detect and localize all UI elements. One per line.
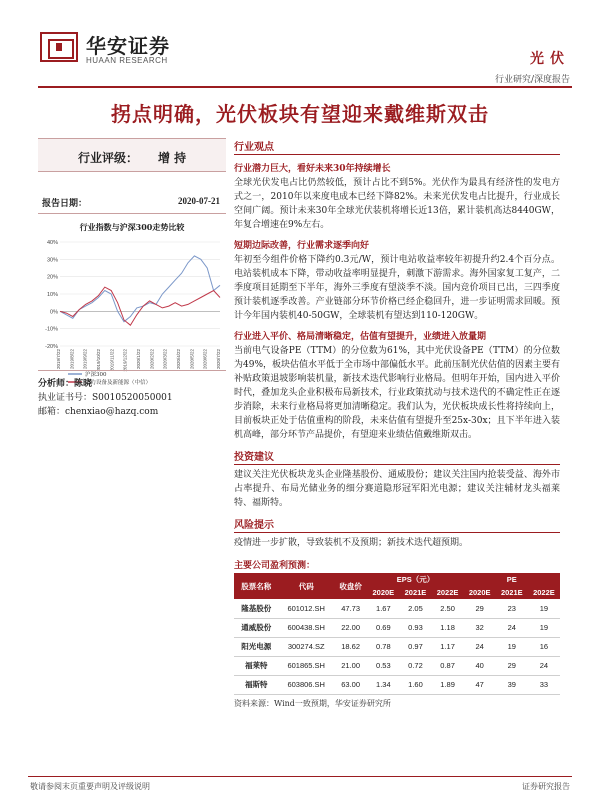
x-tick-label: 2019/8/22 xyxy=(69,349,75,370)
analyst-info xyxy=(38,370,226,419)
table-cell: 600438.SH xyxy=(278,618,334,637)
table-cell: 601012.SH xyxy=(278,599,334,618)
analyst-cert: S0010520050001 xyxy=(92,393,173,403)
y-tick-label: -20% xyxy=(45,344,58,350)
table-cell: 2.05 xyxy=(399,599,431,618)
report-date-label: 报告日期： xyxy=(42,199,88,209)
index-chart xyxy=(38,218,226,388)
table-cell: 24 xyxy=(496,618,528,637)
table-row xyxy=(234,618,560,637)
table-cell: 18.62 xyxy=(334,637,367,656)
table-cell: 1.17 xyxy=(432,637,464,656)
chart-title: 行业指数与沪深300走势比较 xyxy=(79,222,185,232)
col-header-year: 2020E xyxy=(367,586,399,599)
table-row xyxy=(234,637,560,656)
table-cell: 601865.SH xyxy=(278,656,334,675)
table-cell: 33 xyxy=(528,675,560,694)
table-cell: 39 xyxy=(496,675,528,694)
report-type: 行业研究/深度报告 xyxy=(494,75,570,85)
section-1-heading: 行业潜力巨大，看好未来30年持续增长 xyxy=(234,164,391,174)
chart-canvas xyxy=(38,234,226,390)
table-cell: 19 xyxy=(528,599,560,618)
left-sidebar xyxy=(38,138,226,417)
y-tick-label: -10% xyxy=(45,326,58,333)
table-cell: 0.72 xyxy=(399,656,431,675)
table-row xyxy=(234,656,560,675)
footer-divider xyxy=(28,776,572,777)
brand-name-en: HUAAN RESEARCH xyxy=(86,56,168,65)
sector-label: 光伏 xyxy=(530,51,570,67)
col-header-year: 2020E xyxy=(464,586,496,599)
x-tick-label: 2020/1/22 xyxy=(136,349,141,370)
section-2-heading: 短期边际改善，行业需求逐季向好 xyxy=(234,241,370,251)
analyst-email-label: 邮箱： xyxy=(38,407,66,417)
table-cell: 32 xyxy=(464,618,496,637)
report-date-row xyxy=(38,188,226,214)
report-title: 拐点明确，光伏板块有望迎来戴维斯双击 xyxy=(111,102,489,126)
footer-report-label: 证券研究报告 xyxy=(522,782,570,791)
table-cell: 47.73 xyxy=(334,599,367,618)
analyst-email-row xyxy=(38,405,226,419)
table-cell: 16 xyxy=(528,637,560,656)
x-tick-label: 2019/9/22 xyxy=(82,349,88,370)
table-row xyxy=(234,599,560,618)
y-tick-label: 30% xyxy=(46,257,58,264)
col-header-code: 代码 xyxy=(278,573,334,599)
table-cell: 300274.SZ xyxy=(278,637,334,656)
col-header-year: 2021E xyxy=(496,586,528,599)
table-cell: 0.69 xyxy=(367,618,399,637)
table-cell: 29 xyxy=(496,656,528,675)
table-cell: 0.53 xyxy=(367,656,399,675)
analyst-name-row xyxy=(38,377,226,391)
table-cell: 1.89 xyxy=(432,675,464,694)
x-tick-label: 2020/3/22 xyxy=(162,349,168,370)
analyst-cert-row xyxy=(38,391,226,405)
stock-name-cell: 隆基股份 xyxy=(234,599,278,618)
table-cell: 22.00 xyxy=(334,618,367,637)
x-tick-label: 2019/12/22 xyxy=(122,349,128,372)
table-cell: 19 xyxy=(496,637,528,656)
section-3-body: 当前电气设备PE（TTM）的分位数为61%，其中光伏设备PE（TTM）的分位数为49%，板块估值水平低于全市场中部偏低水平。此前压制光伏估值的因素主要有补贴政策退坡影响装机量，新技术迭代影响行业格局。但明年开始，国内进入平价时代，叠加龙头企业积极布局新技术，行业政策扰动与技术迭代的不确定性正在逐步消除，未来行业格局将更加清晰稳定。我们认为，光伏板块成长性将持续向上，目前板块正处于估值重构的阶段，未来估值有望提升至25x-30x；且下半年进入装机高峰，部分环节产品提价，有望迎来业绩估值戴维斯双击。 xyxy=(234,346,561,440)
table-cell: 0.93 xyxy=(399,618,431,637)
table-cell: 24 xyxy=(528,656,560,675)
x-tick-label: 2020/2/22 xyxy=(149,349,155,370)
section-3-heading: 行业进入平价、格局清晰稳定，估值有望提升，业绩进入放量期 xyxy=(234,332,487,342)
table-cell: 23 xyxy=(496,599,528,618)
table-cell: 1.18 xyxy=(432,618,464,637)
table-cell: 21.00 xyxy=(334,656,367,675)
y-tick-label: 0% xyxy=(50,309,58,316)
table-cell: 47 xyxy=(464,675,496,694)
table-cell: 24 xyxy=(464,637,496,656)
stock-name-cell: 通威股份 xyxy=(234,618,278,637)
rating-value: 增 持 xyxy=(158,151,187,165)
col-header-pe: PE xyxy=(464,573,560,586)
table-cell: 19 xyxy=(528,618,560,637)
forecast-table xyxy=(234,573,560,695)
rating-label: 行业评级： xyxy=(78,151,139,165)
header-divider xyxy=(38,86,572,88)
advice-title: 投资建议 xyxy=(234,448,560,465)
table-cell: 1.67 xyxy=(367,599,399,618)
x-tick-label: 2019/10/22 xyxy=(96,349,101,372)
main-content xyxy=(234,138,560,709)
x-tick-label: 2020/7/22 xyxy=(216,349,221,370)
analyst-email[interactable]: chenxiao@hazq.com xyxy=(65,407,159,417)
table-cell: 63.00 xyxy=(334,675,367,694)
col-header-name: 股票名称 xyxy=(234,573,278,599)
table-cell: 0.78 xyxy=(367,637,399,656)
analyst-name-label: 分析师： xyxy=(38,379,75,389)
table-cell: 603806.SH xyxy=(278,675,334,694)
forecast-table-title: 主要公司盈利预测： xyxy=(234,561,316,571)
risk-title: 风险提示 xyxy=(234,516,560,533)
x-tick-label: 2019/11/22 xyxy=(109,349,115,372)
brand-logo-mark xyxy=(40,32,78,62)
legend-label: 沪深300 xyxy=(85,372,107,378)
section-viewpoint-title: 行业观点 xyxy=(234,138,560,155)
col-header-eps: EPS（元） xyxy=(367,573,463,586)
brand-name-cn: 华安证券 xyxy=(86,34,170,58)
x-tick-label: 2020/6/22 xyxy=(202,349,208,370)
footer-disclaimer[interactable]: 敬请参阅末页重要声明及评级说明 xyxy=(30,782,150,791)
advice-body: 建议关注光伏板块龙头企业隆基股份、通威股份；建议关注国内抢装受益、海外市占率提升、布局光储业务的细分赛道隐形冠军阳光电源；建议关注辅材龙头福莱特、福斯特。 xyxy=(234,470,560,508)
col-header-year: 2022E xyxy=(528,586,560,599)
stock-name-cell: 福斯特 xyxy=(234,675,278,694)
col-header-year: 2022E xyxy=(432,586,464,599)
report-date-value: 2020-07-21 xyxy=(178,196,220,206)
col-header-year: 2021E xyxy=(399,586,431,599)
table-cell: 29 xyxy=(464,599,496,618)
table-row xyxy=(234,675,560,694)
y-tick-label: 40% xyxy=(46,240,58,246)
analyst-name: 陈晓 xyxy=(74,379,93,389)
stock-name-cell: 阳光电源 xyxy=(234,637,278,656)
analyst-cert-label: 执业证书号： xyxy=(38,393,93,403)
rating-box xyxy=(38,138,226,172)
x-tick-label: 2020/5/22 xyxy=(189,349,195,370)
x-tick-label: 2019/7/22 xyxy=(56,349,61,370)
stock-name-cell: 福莱特 xyxy=(234,656,278,675)
section-2-body: 年初至今组件价格下降约0.3元/W，预计电站收益率较年初提升约2.4个百分点。电站装机成本下降，带动收益率明显提升，刺激下游需求。海外国家复工复产，二季度项目延期至下半年，海外三季度有望淡季不淡。国内竞价项目已出，三四季度预计装机逐季改善。产业链部分环节价格已经企稳回升，进一步证明需求回暖。预计今年国内装机40-50GW，全球装机有望达到110-120GW。 xyxy=(234,255,560,321)
table-source: 资料来源：Wind一致预期，华安证券研究所 xyxy=(234,698,391,708)
col-header-price: 收盘价 xyxy=(334,573,367,599)
risk-body: 疫情进一步扩散，导致装机不及预期；新技术迭代超预期。 xyxy=(234,538,469,548)
y-tick-label: 20% xyxy=(46,274,58,281)
table-cell: 0.97 xyxy=(399,637,431,656)
section-1-body: 全球光伏发电占比仍然较低，预计占比不到5%。光伏作为最具有经济性的发电方式之一，2010年以来度电成本已经下降82%。未来光伏发电占比提升，行业成长空间广阔。预计未来30年全球光伏装机将增长近13倍，累计装机高达8440GW，年复合增速在9%左右。 xyxy=(234,178,560,230)
series-line xyxy=(60,256,220,322)
table-cell: 40 xyxy=(464,656,496,675)
legend-label: 电力设备及新能源（中信） xyxy=(85,380,152,386)
y-tick-label: 10% xyxy=(46,292,58,298)
table-cell: 1.60 xyxy=(399,675,431,694)
table-cell: 0.87 xyxy=(432,656,464,675)
x-tick-label: 2020/4/22 xyxy=(176,349,181,370)
table-cell: 1.34 xyxy=(367,675,399,694)
table-cell: 2.50 xyxy=(432,599,464,618)
series-line xyxy=(60,287,220,325)
